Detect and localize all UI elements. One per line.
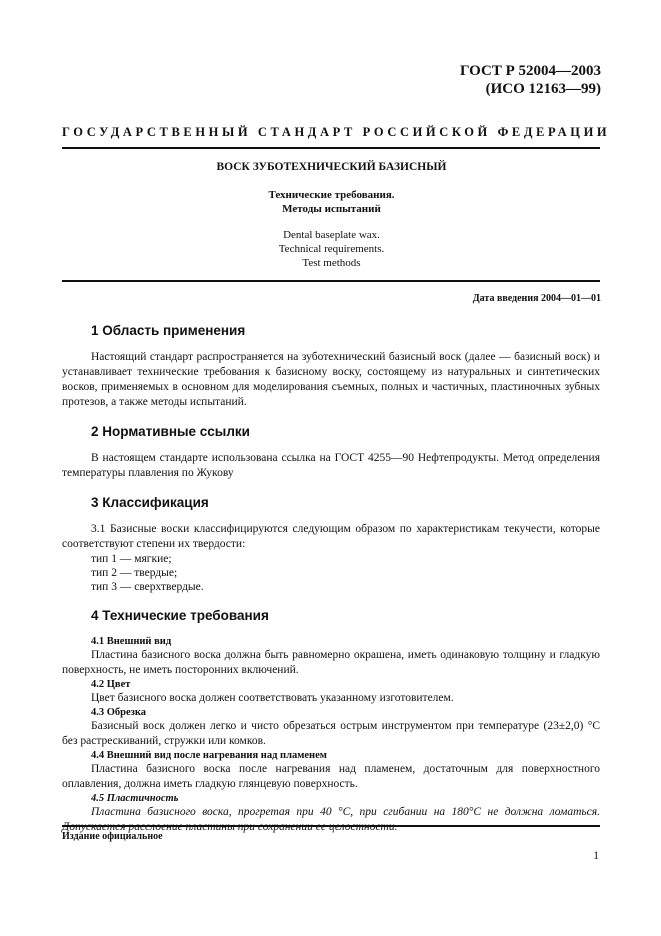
document-title: ВОСК ЗУБОТЕХНИЧЕСКИЙ БАЗИСНЫЙ: [216, 161, 447, 173]
subsection-4-4-text: Пластина базисного воска после нагревания над пламенем, достаточным для поверхностного оплавления, должна иметь гладкую глянцевую поверхность.: [62, 763, 600, 790]
footer-divider: [62, 825, 600, 827]
section-3-heading: 3 Классификация: [91, 495, 209, 510]
subtitle-line-2: Методы испытаний: [282, 203, 381, 215]
list-item: тип 1 — мягкие;: [91, 553, 172, 565]
title-divider: [62, 280, 600, 282]
english-title-line-1: Dental baseplate wax.: [283, 229, 380, 241]
subsection-4-2-heading: 4.2 Цвет: [91, 679, 131, 690]
subtitle-line-1: Технические требования.: [268, 189, 395, 201]
subsection-4-5-heading: 4.5 Пластичность: [91, 793, 179, 804]
section-2-heading: 2 Нормативные ссылки: [91, 424, 250, 439]
section-3-text: 3.1 Базисные воски классифицируются следующим образом по характеристикам текучести, которые соответствуют степени их твердости:: [62, 523, 600, 550]
subsection-4-3-heading: 4.3 Обрезка: [91, 707, 147, 718]
list-item: тип 3 — сверхтвердые.: [91, 581, 204, 593]
standard-number: ГОСТ Р 52004—2003: [459, 63, 601, 79]
document-subtitle: [62, 188, 601, 216]
page-number: 1: [593, 850, 599, 862]
iso-number: (ИСО 12163—99): [485, 81, 601, 97]
document-body: [62, 322, 600, 835]
english-title-line-2: Technical requirements.: [278, 243, 385, 255]
list-item: тип 2 — твердые;: [91, 567, 178, 579]
official-edition-label: Издание официальное: [62, 831, 163, 842]
section-2-text: В настоящем стандарте использована ссылка на ГОСТ 4255—90 Нефтепродукты. Метод определения температуры плавления по Жукову: [62, 452, 600, 479]
section-1-text: Настоящий стандарт распространяется на зуботехнический базисный воск (далее — базисный воск) и устанавливает технические требования к базисному воску, состоящему из натуральных и синтетических восков, применяемых в основном для моделирования съемных, полных и частичных, пластиночных зубных протезов, а также методы испытаний.: [62, 351, 600, 408]
section-4-heading: 4 Технические требования: [91, 608, 269, 623]
subsection-4-2-text: Цвет базисного воска должен соответствовать указанному изготовителем.: [91, 692, 454, 704]
banner-divider: [62, 147, 600, 149]
subsection-4-5-text: Пластина базисного воска, прогретая при 40 °С, при сгибании на 180°С не должна ломаться. Допускается расслоение пластины при сохранении ее целостности.: [62, 806, 600, 833]
subsection-4-4-heading: 4.4 Внешний вид после нагревания над пламенем: [91, 750, 327, 761]
state-standard-banner: ГОСУДАРСТВЕННЫЙ СТАНДАРТ РОССИЙСКОЙ ФЕДЕРАЦИИ: [62, 125, 611, 139]
english-title: [62, 228, 601, 270]
subsection-4-1-heading: 4.1 Внешний вид: [91, 636, 172, 647]
subsection-4-1-text: Пластина базисного воска должна быть равномерно окрашена, иметь одинаковую толщину и гладкую поверхность, не иметь посторонних включений.: [62, 649, 600, 676]
subsection-4-3-text: Базисный воск должен легко и чисто обрезаться острым инструментом при температуре (23±2,0) °С без растрескиваний, стружки или комков.: [62, 720, 600, 747]
standard-number-block: [460, 62, 601, 98]
section-1-heading: 1 Область применения: [91, 323, 246, 338]
english-title-line-3: Test methods: [302, 257, 361, 269]
introduction-date: Дата введения 2004—01—01: [472, 293, 601, 304]
